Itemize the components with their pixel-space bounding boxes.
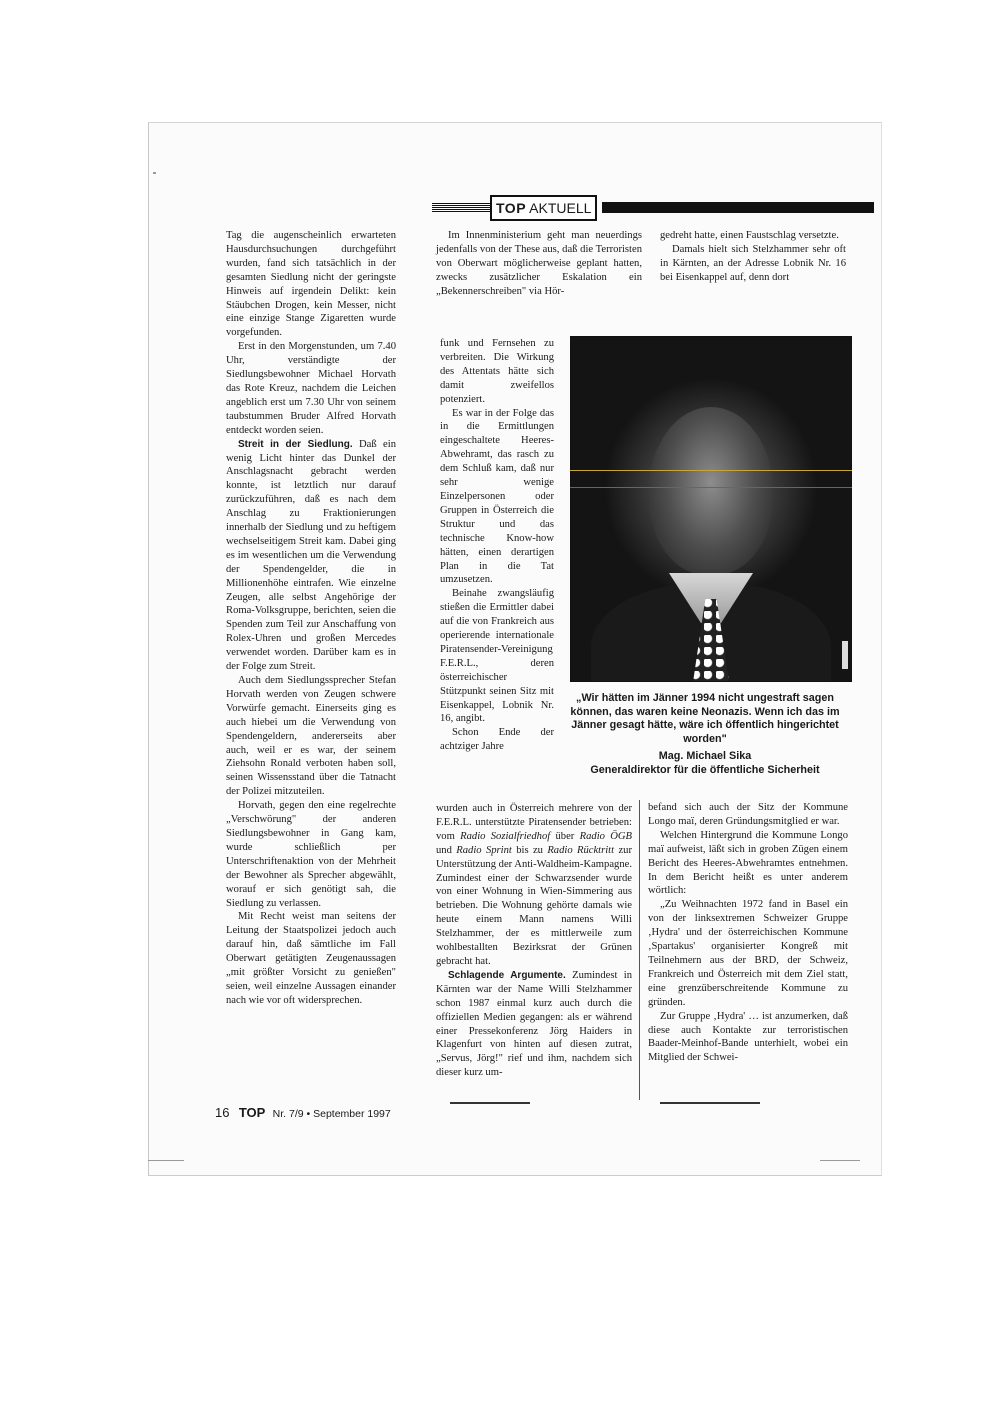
paragraph: Es war in der Folge das in die Ermittlungen eingeschaltete Heeres-Abwehramt, das rasch zu dem Schluß kam, daß nur sehr wenige Einzelpersonen oder Gruppen in Österreich die Struktur und das technische Know-how hätten, einen derartigen Plan in die Tat umzusetzen.: [440, 407, 554, 586]
issue-info: Nr. 7/9 • September 1997: [272, 1108, 391, 1120]
header-rule-right: [602, 202, 874, 213]
paragraph: [226, 438, 396, 674]
photo-caption: [560, 692, 850, 777]
paragraph: „Zu Weihnachten 1972 fand in Basel ein von der linksextremen Schweizer Gruppe ‚Hydra' und der österreichischen Kommune ‚Spartakus' organisierter Kongreß mit Teilnehmern aus der BRD, der Schweiz, Frankreich und Österreich mit dem Ziel statt, eine grenzüberschreitende Kommune zu gründen.: [648, 899, 848, 1008]
photo-head: [649, 407, 773, 575]
paragraph: Tag die augenscheinlich erwarteten Hausdurchsuchungen durchgeführt wurden, fand sich tatsächlich in der gesamten Siedlung nicht der geringste Hinweis auf irgendein Delikt: kein Stäubchen Drogen, kein Messer, nicht eine einzige Stange Zigaretten wurde vorgefunden.: [226, 230, 396, 339]
scan-artifact-line: [570, 470, 852, 471]
section-brand: TOP: [496, 200, 527, 216]
paragraph: befand sich auch der Sitz der Kommune Longo maï, deren Gründungsmitglied er war.: [648, 802, 848, 827]
paragraph: Im Innenministerium geht man neuerdings jedenfalls von der These aus, daß die Terroristen von Oberwart möglicherweise geplant hatten, zwecks zusätzlicher Eskalation ein „Bekennerschreiben" via Hör-: [436, 230, 642, 297]
paragraph-text: und: [436, 844, 457, 856]
article-column-3-bottom: [648, 801, 848, 1065]
paragraph: Erst in den Morgenstunden, um 7.40 Uhr, verständigte der Siedlungsbewohner Michael Horvath das Rote Kreuz, nachdem die Leichen angeblich erst um 7.30 Uhr von seinem taubstummen Bruder Alfred Horvath entdeckt worden seien.: [226, 341, 396, 436]
paragraph: Horvath, gegen den eine regelrechte „Verschwörung" der anderen Siedlungsbewohner in Gang kam, wurde schließlich per Unterschriftenaktion von der Mehrheit der Bewohner als Sprecher abgewählt, worauf er sich genötigt sah, die Siedlung zu verlassen.: [226, 800, 396, 909]
radio-name: Radio Sozialfriedhof: [460, 830, 551, 842]
column-rule: [639, 800, 640, 1100]
paragraph: Schon Ende der achtziger Jahre: [440, 727, 554, 753]
scan-speck: [820, 1160, 860, 1161]
paragraph-text: über: [550, 830, 580, 842]
section-label: AKTUELL: [529, 200, 592, 216]
radio-name: Radio Rücktritt: [547, 844, 615, 856]
radio-name: Radio ÖGB: [579, 830, 633, 842]
scan-artifact-line: [570, 487, 852, 488]
scan-speck: [153, 172, 156, 174]
page-footer: [215, 1105, 391, 1120]
paragraph: Damals hielt sich Stelzhammer sehr oft in Kärnten, an der Adresse Lobnik Nr. 16 bei Eisenkappel auf, denn dort: [660, 243, 846, 283]
portrait-photo: [570, 336, 852, 682]
article-column-3-top: [660, 229, 846, 285]
article-column-1: [226, 229, 396, 1008]
caption-role: Generaldirektor für die öffentliche Sicherheit: [590, 763, 820, 776]
paragraph: Zur Gruppe ‚Hydra' … ist anzumerken, daß diese auch Kontakte zur terroristischen Baader-Meinhof-Bande unterhielt, wobei ein Mitglied der Schwei-: [648, 1010, 848, 1064]
paragraph: Beinahe zwangsläufig stießen die Ermittler dabei auf die von Frankreich aus operierende internationale Piratensender-Vereinigung F.E.R.L., deren österreichischer Stützpunkt seinen Sitz mit Eisenkappel, Lobnik Nr. 16, angibt.: [440, 588, 554, 725]
caption-quote: „Wir hätten im Jänner 1994 nicht ungestraft sagen können, das waren keine Neonazis. Wenn ich das im Jänner gesagt hätte, wäre ich öffentlich hingerichtet worden": [570, 692, 840, 745]
column-end-rule: [660, 1102, 760, 1104]
radio-name: Radio Sprint: [456, 844, 512, 856]
header-rule-left: [432, 203, 490, 212]
paragraph-text: wurden auch in Österreich mehrere von der F.E.R.L. unterstützte Piratensender betrieben: vom: [436, 803, 632, 842]
paragraph: Mit Recht weist man seitens der Leitung der Staatspolizei jedoch auch darauf hin, daß sämtliche im Fall Oberwart getätigten Zeugenaussagen „mit größter Vorsicht zu genießen" seien, weil einzelne Aussagen einander nach wie vor oft widersprechen.: [226, 911, 396, 1006]
paragraph: [436, 802, 632, 969]
scan-speck: [148, 1160, 184, 1161]
section-header: [490, 195, 597, 221]
caption-name: Mag. Michael Sika: [658, 750, 752, 762]
paragraph-text: Zumindest in Kärnten war der Name Willi Stelzhammer schon 1987 einmal kurz auch durch die offiziellen Medien gegangen: als er während einer Pressekonferenz Jörg Haiders in Klagenfurt von hinten auf diesen zutrat, „Servus, Jörg!" rief und ihm, nachdem sich dieser kurz um-: [436, 969, 632, 1079]
article-column-2-narrow: [440, 337, 554, 754]
photo-credit-mark: [842, 641, 848, 669]
paragraph: funk und Fernsehen zu verbreiten. Die Wirkung des Attentats hätte sich damit zweifellos potenziert.: [440, 338, 554, 405]
paragraph-text: Daß ein wenig Licht hinter das Dunkel der Anschlagsnacht gebracht werden konnte, ist letztlich nur darauf zurückzuführen, daß es nach dem Anschlag zu Fraktionierungen innerhalb der Siedlung und zu heftigem wechselseitigem Streit kam. Dabei ging es im wesentlichen um die Verwendung der Spendengelder, die in Millionenhöhe eintrafen. Wie einzelne Zeugen, alle selbst Angehörige der Roma-Volksgruppe, berichten, seien die Spenden zum Teil zur Anschaffung von Rolex-Uhren und großen Mercedes verwendet worden. Darüber kam es in der Folge zum Streit.: [226, 438, 396, 673]
article-column-2-top: [436, 229, 642, 299]
paragraph-text: zur Unterstützung der Anti-Waldheim-Kampagne. Zumindest einer der Schwarzsender wurde von einer Wohnung in Wien-Simmering aus betrieben. Die Wohnung gehörte damals wie heute einem Mann namens Willi Stelzhammer, der es mittlerweile zum wohlbestallten Bezirksrat der Grünen gebracht hat.: [436, 844, 632, 967]
paragraph: Auch dem Siedlungssprecher Stefan Horvath werden von Zeugen schwere Vorwürfe gemacht. Einerseits ging es auch hiebei um die Verwendung von Spendengeldern, andererseits aber auch, weil er es war, der seinem Ziehsohn Ronald verboten haben soll, seinen Wissensstand über die Tatnacht der Polizei mitzuteilen.: [226, 675, 396, 798]
paragraph-text: bis zu: [511, 844, 548, 856]
subhead: Streit in der Siedlung.: [238, 438, 353, 450]
article-column-2-bottom: [436, 802, 632, 1080]
column-end-rule: [450, 1102, 530, 1104]
paragraph: gedreht hatte, einen Faustschlag versetzte.: [660, 230, 839, 241]
subhead: Schlagende Argumente.: [448, 969, 566, 981]
paragraph: Welchen Hintergrund die Kommune Longo maï aufweist, läßt sich in groben Zügen einem Bericht des Heeres-Abwehramtes entnehmen. In dem Bericht heißt es unter anderem wörtlich:: [648, 829, 848, 897]
page-number: 16: [215, 1105, 230, 1120]
paragraph: [436, 969, 632, 1080]
footer-brand: TOP: [238, 1105, 266, 1120]
